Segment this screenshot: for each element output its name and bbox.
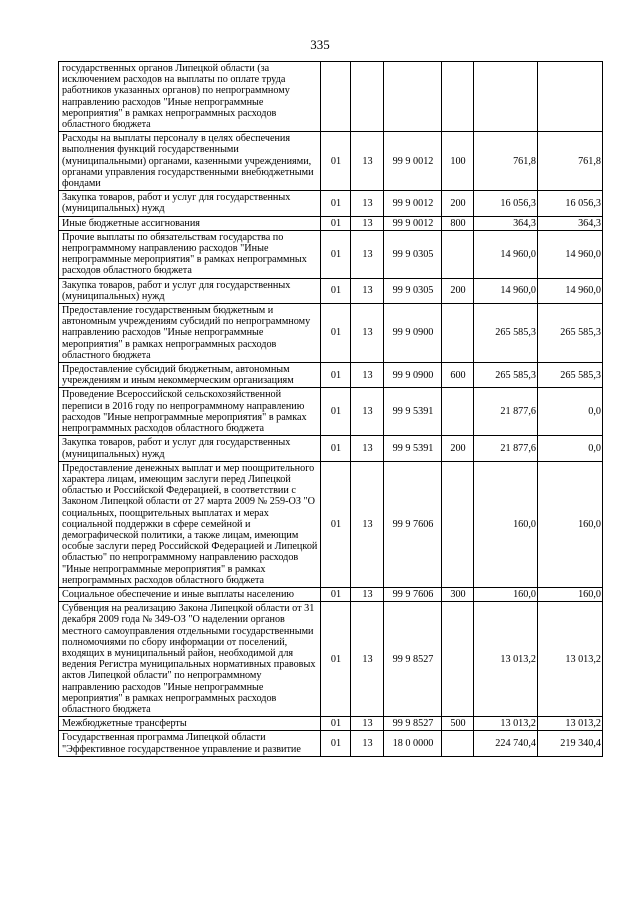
table-row	[59, 717, 603, 731]
section-code: 01	[321, 388, 351, 436]
subsection-code: 13	[351, 216, 384, 230]
amount-second: 13 013,2	[538, 717, 603, 731]
budget-table-body	[59, 62, 603, 757]
expense-type-code	[442, 461, 474, 587]
amount-second	[538, 62, 603, 132]
section-code: 01	[321, 602, 351, 717]
table-row	[59, 363, 603, 388]
row-description: Предоставление субсидий бюджетным, автономным учреждениям и иным некоммерческим организациям	[59, 363, 321, 388]
target-article-code: 99 9 7606	[384, 587, 442, 601]
target-article-code: 99 9 0305	[384, 230, 442, 278]
subsection-code: 13	[351, 278, 384, 303]
amount-first: 224 740,4	[474, 731, 538, 756]
expense-type-code: 200	[442, 191, 474, 216]
amount-second: 761,8	[538, 132, 603, 191]
target-article-code: 99 9 0900	[384, 304, 442, 363]
subsection-code: 13	[351, 363, 384, 388]
section-code: 01	[321, 191, 351, 216]
amount-second: 0,0	[538, 388, 603, 436]
section-code: 01	[321, 304, 351, 363]
amount-second: 14 960,0	[538, 278, 603, 303]
row-description: Закупка товаров, работ и услуг для государственных (муниципальных) нужд	[59, 278, 321, 303]
subsection-code: 13	[351, 304, 384, 363]
table-row	[59, 132, 603, 191]
amount-first: 364,3	[474, 216, 538, 230]
table-row	[59, 461, 603, 587]
section-code: 01	[321, 363, 351, 388]
section-code: 01	[321, 731, 351, 756]
amount-first: 160,0	[474, 587, 538, 601]
amount-first: 21 877,6	[474, 436, 538, 461]
target-article-code: 99 9 0900	[384, 363, 442, 388]
amount-second: 13 013,2	[538, 602, 603, 717]
row-description: Государственная программа Липецкой области "Эффективное государственное управление и развитие	[59, 731, 321, 756]
target-article-code: 18 0 0000	[384, 731, 442, 756]
amount-second: 160,0	[538, 461, 603, 587]
expense-type-code: 500	[442, 717, 474, 731]
table-row	[59, 388, 603, 436]
amount-second: 265 585,3	[538, 363, 603, 388]
amount-second: 265 585,3	[538, 304, 603, 363]
section-code: 01	[321, 278, 351, 303]
expense-type-code: 100	[442, 132, 474, 191]
expense-type-code	[442, 304, 474, 363]
table-row	[59, 304, 603, 363]
section-code	[321, 62, 351, 132]
amount-second: 14 960,0	[538, 230, 603, 278]
row-description: Прочие выплаты по обязательствам государства по непрограммному направлению расходов "Иные непрограммные мероприятия" в рамках непрограммных расходов областного бюджета	[59, 230, 321, 278]
row-description: Закупка товаров, работ и услуг для государственных (муниципальных) нужд	[59, 436, 321, 461]
subsection-code: 13	[351, 461, 384, 587]
subsection-code: 13	[351, 731, 384, 756]
expense-type-code: 600	[442, 363, 474, 388]
subsection-code: 13	[351, 132, 384, 191]
target-article-code: 99 9 0305	[384, 278, 442, 303]
table-row	[59, 602, 603, 717]
amount-first: 14 960,0	[474, 230, 538, 278]
amount-second: 364,3	[538, 216, 603, 230]
page-number: 335	[310, 37, 330, 52]
table-row	[59, 216, 603, 230]
target-article-code	[384, 62, 442, 132]
expense-type-code	[442, 602, 474, 717]
expense-type-code: 200	[442, 436, 474, 461]
table-row	[59, 230, 603, 278]
expense-type-code: 800	[442, 216, 474, 230]
subsection-code: 13	[351, 587, 384, 601]
target-article-code: 99 9 8527	[384, 602, 442, 717]
amount-first: 13 013,2	[474, 717, 538, 731]
budget-table	[58, 61, 603, 757]
section-code: 01	[321, 132, 351, 191]
row-description: Социальное обеспечение и иные выплаты населению	[59, 587, 321, 601]
amount-first	[474, 62, 538, 132]
target-article-code: 99 9 7606	[384, 461, 442, 587]
subsection-code: 13	[351, 388, 384, 436]
target-article-code: 99 9 8527	[384, 717, 442, 731]
subsection-code: 13	[351, 191, 384, 216]
row-description: Межбюджетные трансферты	[59, 717, 321, 731]
amount-first: 265 585,3	[474, 363, 538, 388]
subsection-code: 13	[351, 602, 384, 717]
row-description: Субвенция на реализацию Закона Липецкой области от 31 декабря 2009 года № 349-ОЗ "О наделении органов местного самоуправления отдельными государственными полномочиями по сбору информации от поселений, входящих в муниципальный район, необходимой для ведения Регистра муниципальных нормативных правовых актов Липецкой области" по непрограммному направлению расходов "Иные непрограммные мероприятия" в рамках непрограммных расходов областного бюджета	[59, 602, 321, 717]
amount-first: 16 056,3	[474, 191, 538, 216]
amount-first: 160,0	[474, 461, 538, 587]
amount-first: 265 585,3	[474, 304, 538, 363]
expense-type-code	[442, 388, 474, 436]
target-article-code: 99 9 0012	[384, 191, 442, 216]
table-row	[59, 191, 603, 216]
amount-second: 16 056,3	[538, 191, 603, 216]
section-code: 01	[321, 717, 351, 731]
expense-type-code	[442, 731, 474, 756]
row-description: Проведение Всероссийской сельскохозяйственной переписи в 2016 году по непрограммному направлению расходов "Иные непрограммные мероприятия" в рамках непрограммных расходов областного бюджета	[59, 388, 321, 436]
amount-first: 13 013,2	[474, 602, 538, 717]
row-description: Предоставление государственным бюджетным и автономным учреждениям субсидий по непрограммному направлению расходов "Иные непрограммные мероприятия" в рамках непрограммных расходов областного бюджета	[59, 304, 321, 363]
target-article-code: 99 9 5391	[384, 388, 442, 436]
amount-first: 761,8	[474, 132, 538, 191]
expense-type-code: 200	[442, 278, 474, 303]
table-row	[59, 436, 603, 461]
row-description: Расходы на выплаты персоналу в целях обеспечения выполнения функций государственными (муниципальными) органами, казенными учреждениями, органами управления государственными внебюджетными фондами	[59, 132, 321, 191]
table-row	[59, 587, 603, 601]
table-row	[59, 731, 603, 756]
subsection-code: 13	[351, 436, 384, 461]
section-code: 01	[321, 461, 351, 587]
section-code: 01	[321, 230, 351, 278]
amount-second: 0,0	[538, 436, 603, 461]
row-description: Закупка товаров, работ и услуг для государственных (муниципальных) нужд	[59, 191, 321, 216]
subsection-code: 13	[351, 717, 384, 731]
amount-first: 21 877,6	[474, 388, 538, 436]
row-description: государственных органов Липецкой области (за исключением расходов на выплаты по оплате труда работников указанных органов) по непрограммному направлению расходов "Иные непрограммные мероприятия" в рамках непрограммных расходов областного бюджета	[59, 62, 321, 132]
subsection-code: 13	[351, 230, 384, 278]
section-code: 01	[321, 587, 351, 601]
subsection-code	[351, 62, 384, 132]
table-row	[59, 62, 603, 132]
target-article-code: 99 9 0012	[384, 132, 442, 191]
amount-second: 160,0	[538, 587, 603, 601]
target-article-code: 99 9 0012	[384, 216, 442, 230]
row-description: Предоставление денежных выплат и мер поощрительного характера лицам, имеющим заслуги перед Липецкой областью и Российской Федерацией, в соответствии с Законом Липецкой области от 27 марта 2009 № 259-ОЗ "О социальных, поощрительных выплатах и мерах социальной поддержки в сфере семейной и демографической политики, а также лицам, имеющим особые заслуги перед Российской Федерацией и Липецкой областью" по непрограммному направлению расходов "Иные непрограммные мероприятия" в рамках непрограммных расходов областного бюджета	[59, 461, 321, 587]
amount-first: 14 960,0	[474, 278, 538, 303]
section-code: 01	[321, 216, 351, 230]
expense-type-code	[442, 230, 474, 278]
table-row	[59, 278, 603, 303]
target-article-code: 99 9 5391	[384, 436, 442, 461]
row-description: Иные бюджетные ассигнования	[59, 216, 321, 230]
expense-type-code	[442, 62, 474, 132]
expense-type-code: 300	[442, 587, 474, 601]
section-code: 01	[321, 436, 351, 461]
amount-second: 219 340,4	[538, 731, 603, 756]
